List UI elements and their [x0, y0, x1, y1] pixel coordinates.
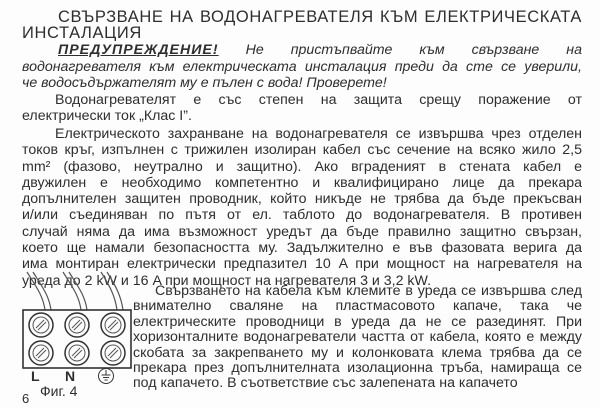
- text-line: скобата за закрепването му и колонковата клема трябва да се: [133, 345, 582, 361]
- terminals-paragraph: [133, 284, 582, 392]
- text-line: хоризонталните водонагреватели частта от кабела, която е между: [133, 330, 582, 346]
- text-line: под капачето. В съответствие със залепената на капачето: [133, 376, 518, 392]
- text-line: токов кръг, изпълнен с трижилен изолиран кабел със сечение на всяко жило 2,5: [22, 142, 582, 159]
- warning-line: водонагревателя към електрическата инсталация преди да сте се уверили,: [22, 58, 582, 75]
- earth-ground-icon: [97, 367, 115, 385]
- terminal-block-figure: [15, 270, 135, 375]
- terminal-label-neutral: N: [65, 368, 76, 384]
- text-line: допълнителен защитен проводник, който никъде не трябва да бъде прекъсван: [22, 191, 582, 208]
- warning-label: ПРЕДУПРЕЖДЕНИЕ!: [58, 42, 219, 58]
- text-line: случай няма да има възможност уредът да бъде правилно защитно свързан,: [22, 223, 582, 240]
- text-line: електрическите проводници в уреда да не се разединят. При: [133, 314, 582, 330]
- text-line: Водонагревателят е със степен на защита срещу поражение от: [55, 92, 582, 108]
- text-line: уреда до 2 kW и 16 A при мощност на нагревателя 3 и 3,2 kW.: [22, 272, 432, 289]
- terminal-label-line: L: [31, 368, 40, 384]
- figure-caption: Фиг. 4: [40, 383, 78, 399]
- title-line: ИНСТАЛАЦИЯ: [22, 25, 142, 41]
- text-line: и/или съединяван по пътя от ел. таблото до водонагревателя. В противен: [22, 207, 582, 224]
- section-title: [22, 10, 582, 41]
- text-line: двужилен е необходимо компетентно и квалифицирано лице да прекара: [22, 174, 582, 191]
- text-line: Електрическото захранване на водонагревателя се извършва чрез отделен: [55, 126, 582, 142]
- text-line: mm² (фазово, неутрално и защитно). Ако вграденият в стената кабел е: [22, 158, 582, 175]
- page-number: 6: [22, 391, 30, 406]
- text-line: прекара през допълнителната изолационна тръба, намираща се: [133, 360, 582, 376]
- text-line: внимателно сваляне на пластмасовото капаче, така че: [133, 299, 582, 315]
- warning-line: че водосъдържателят му е пълен с вода! Проверете!: [22, 75, 387, 91]
- warning-paragraph: ПРЕДУПРЕЖДЕНИЕ! Не пристъпвайте към свързване на водонагревателя към електрическата инсталация преди да сте се уверили, че водосъдържателят му е пълен с вода! Проверете!: [22, 42, 582, 91]
- text-line: електрически ток „Клас I”.: [22, 108, 192, 125]
- title-line: СВЪРЗВАНЕ НА ВОДОНАГРЕВАТЕЛЯ КЪМ ЕЛЕКТРИЧЕСКАТА: [58, 10, 582, 26]
- protection-class-paragraph: [22, 92, 582, 125]
- text-line: което ще намали безопасността му. Задължително е във фазовата верига да: [22, 240, 582, 257]
- text-line: има монтиран електрически предпазител 10 A при мощност на нагревателя на: [22, 256, 582, 273]
- text-line: Свързването на кабела към клемите в уреда се извършва след: [155, 284, 582, 299]
- power-supply-paragraph: [22, 126, 582, 289]
